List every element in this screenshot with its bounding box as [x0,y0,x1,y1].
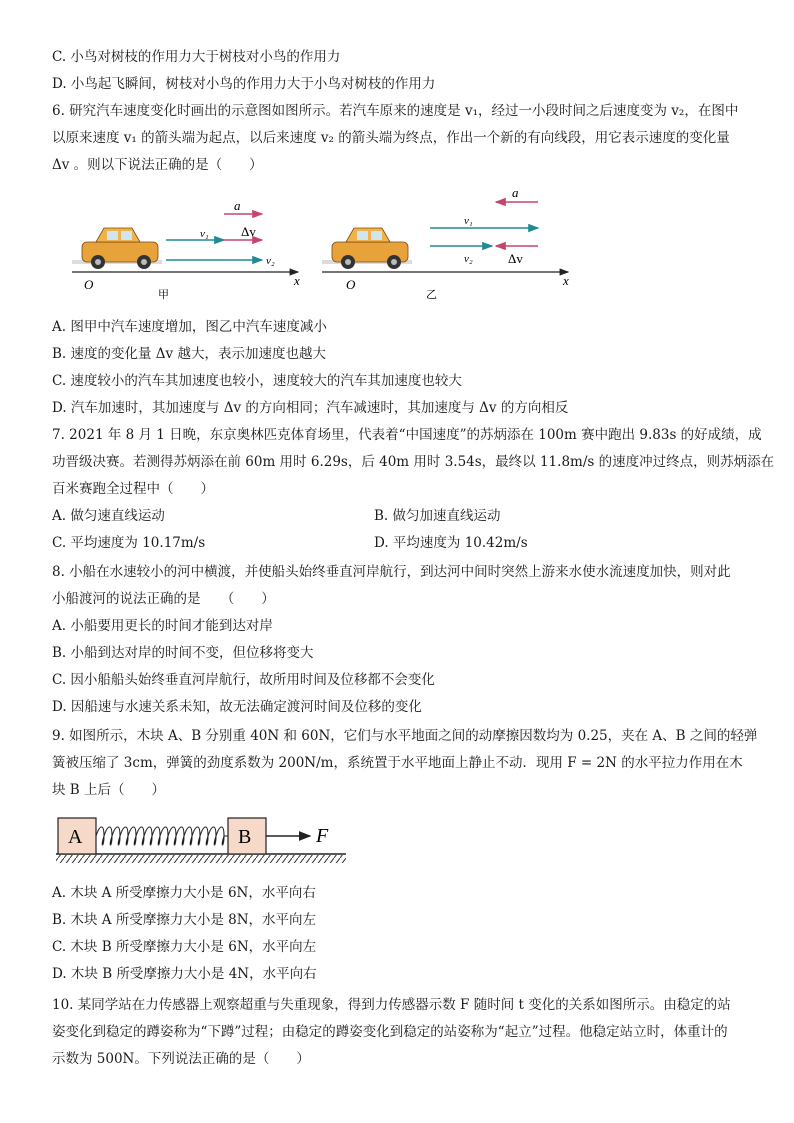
q10-stem-line-1: 10. 某同学站在力传感器上观察超重与失重现象，得到力传感器示数 F 随时间 t 变化的关系如图所示。由稳定的站 [52,997,731,1013]
label-a-yi: a [512,185,519,200]
q6-option-c: C. 速度较小的汽车其加速度也较小，速度较大的汽车其加速度也较大 [52,373,462,389]
q5-option-c: C. 小鸟对树枝的作用力大于树枝对小鸟的作用力 [52,49,341,65]
q6-option-a: A. 图甲中汽车速度增加，图乙中汽车速度减小 [52,319,327,335]
figure-yi [322,185,569,301]
figure-jia [72,198,300,301]
caption-jia: 甲 [158,289,169,301]
label-v2-yi: v₂ [464,253,473,265]
label-v2-jia: v₂ [266,255,275,267]
q7-option-a: A. 做匀速直线运动 [52,508,165,524]
q6-stem-line-3: Δv 。则以下说法正确的是（ ） [52,157,263,173]
force-label: F [316,825,329,847]
label-v1-yi: v₁ [464,215,473,227]
q8-stem-line-2: 小船渡河的说法正确的是 （ ） [52,591,275,607]
q7-stem-line-1: 7. 2021 年 8 月 1 日晚，东京奥林匹克体育场里，代表着“中国速度”的苏炳添在 100m 赛中跑出 9.83s 的好成绩，成 [52,427,762,443]
q9-stem-line-1: 9. 如图所示，木块 A、B 分别重 40N 和 60N，它们与水平地面之间的动摩擦因数均为 0.25，夹在 A、B 之间的轻弹 [52,728,758,744]
q6-option-b: B. 速度的变化量 Δv 越大，表示加速度也越大 [52,346,326,362]
q6-option-d: D. 汽车加速时，其加速度与 Δv 的方向相同；汽车减速时，其加速度与 Δv 的方向相反 [52,400,569,416]
q10-stem-line-2: 姿变化到稳定的蹲姿称为“下蹲”过程；由稳定的蹲姿变化到稳定的站姿称为“起立”过程。他稳定站立时，体重计的 [52,1024,728,1040]
q10-stem-line-3: 示数为 500N。下列说法正确的是（ ） [52,1051,310,1067]
q8-option-c: C. 因小船船头始终垂直河岸航行，故所用时间及位移都不会变化 [52,672,435,688]
q9-stem-line-2: 簧被压缩了 3cm，弹簧的劲度系数为 200N/m，系统置于水平地面上静止不动．现用 F = 2N 的水平拉力作用在木 [52,755,743,771]
q8-option-a: A. 小船要用更长的时间才能到达对岸 [52,618,273,634]
spring-icon [96,827,228,845]
block-a-label: A [68,826,83,848]
label-origin-jia: O [84,277,94,292]
label-origin-yi: O [346,277,356,292]
q5-option-d: D. 小鸟起飞瞬间，树枝对小鸟的作用力大于小鸟对树枝的作用力 [52,76,436,92]
q9-option-a: A. 木块 A 所受摩擦力大小是 6N，水平向右 [52,885,316,901]
label-a-jia: a [234,198,241,213]
q9-option-c: C. 木块 B 所受摩擦力大小是 6N，水平向左 [52,939,317,955]
q9-figure [52,810,352,868]
q7-option-c: C. 平均速度为 10.17m/s [52,535,206,551]
q9-stem-line-3: 块 B 上后（ ） [52,782,166,798]
q6-stem-line-1: 6. 研究汽车速度变化时画出的示意图如图所示。若汽车原来的速度是 v₁，经过一小段时间之后速度变为 v₂，在图中 [52,103,739,119]
block-b-label: B [238,826,252,848]
q7-options-row-2 [52,534,752,552]
q7-stem-line-3: 百米赛跑全过程中（ ） [52,481,214,497]
q6-stem-line-2: 以原来速度 v₁ 的箭头端为起点，以后来速度 v₂ 的箭头端为终点，作出一个新的有向线段，用它表示速度的变化量 [52,130,730,146]
ground-hatch [56,855,346,863]
q8-stem-line-1: 8. 小船在水速较小的河中横渡，并使船头始终垂直河岸航行，到达河中间时突然上游来水使水流速度加快，则对此 [52,564,731,580]
q8-option-d: D. 因船速与水速关系未知，故无法确定渡河时间及位移的变化 [52,699,422,715]
label-v1-jia: v₁ [200,228,209,240]
q9-option-d: D. 木块 B 所受摩擦力大小是 4N，水平向右 [52,966,317,982]
label-dv-jia: Δv [241,224,256,239]
q6-figure [60,180,580,310]
label-x-yi: x [563,273,569,288]
q7-stem-line-2: 功晋级决赛。若测得苏炳添在前 60m 用时 6.29s，后 40m 用时 3.54s，最终以 11.8m/s 的速度冲过终点，则苏炳添在 [52,454,775,470]
q7-option-b: B. 做匀加速直线运动 [374,508,501,524]
q8-option-b: B. 小船到达对岸的时间不变，但位移将变大 [52,645,314,661]
label-dv-yi: Δv [508,251,523,266]
q7-option-d: D. 平均速度为 10.42m/s [374,535,528,551]
q9-option-b: B. 木块 A 所受摩擦力大小是 8N，水平向左 [52,912,317,928]
label-x-jia: x [294,273,300,288]
q7-options-row-1 [52,507,752,525]
caption-yi: 乙 [426,289,437,301]
